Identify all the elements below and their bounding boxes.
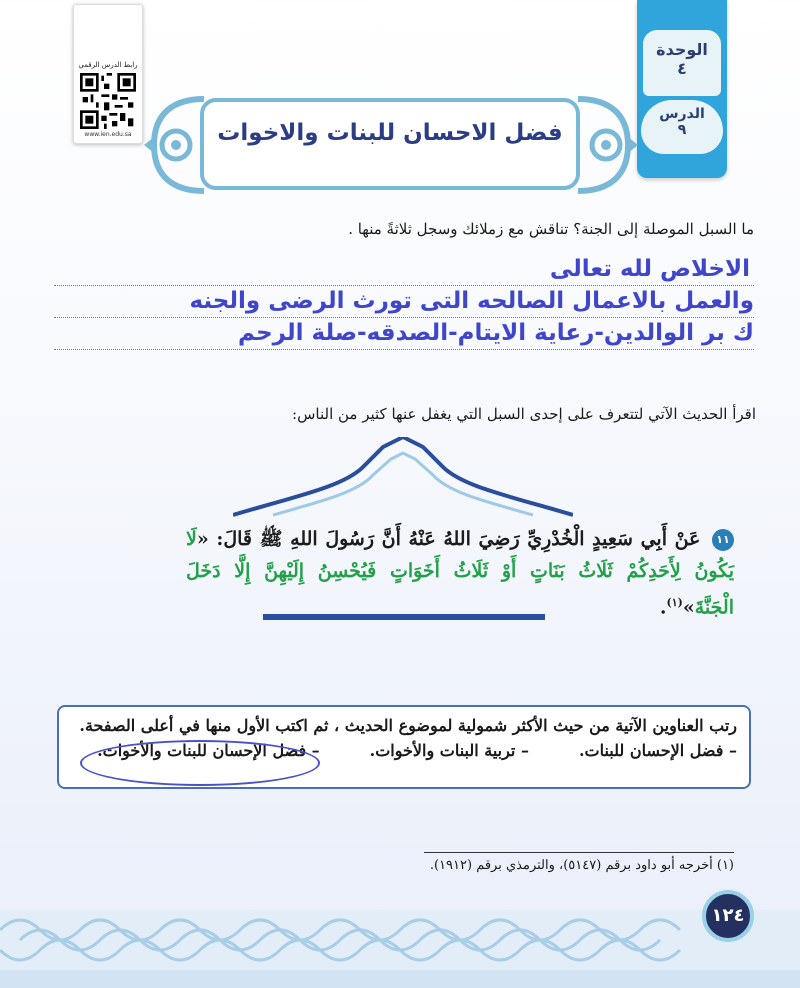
answer-line-1[interactable]: الاخلاص لله تعالى [54,254,754,286]
answer-circle-mark [80,740,320,786]
hadith-number: ١١ [712,529,734,551]
exercise-option-3[interactable]: – فضل الإحسان للبنات والأخوات. [97,741,320,760]
unit-label: الوحدة [656,40,708,59]
answer-lines [54,254,754,350]
dome-ornament-icon [233,437,573,517]
lesson-box [641,100,723,154]
answer-line-3[interactable]: ك بر الوالدين-رعاية الايتام-الصدقه-صلة الرحم [54,318,754,350]
hadith-divider [263,614,545,620]
answer-line-2[interactable]: والعمل بالاعمال الصالحه التى تورث الرضى والجنه [54,286,754,318]
page-number: ١٢٤ [702,890,754,942]
hadith-intro: اقرأ الحديث الآتي لتتعرف على إحدى السبل التي يغفل عنها كثير من الناس: [292,405,756,423]
unit-tab [637,0,727,178]
hadith-matn: لَا يَكُونُ لِأَحَدِكُمْ ثَلَاثُ بَنَاتٍ أَوْ ثَلَاثُ أَخَوَاتٍ فَيُحْسِنُ إِلَيْهِنَّ إِلَّا دَخَلَ الْجَنَّةَ [186,528,734,619]
footnote-rule [424,852,734,853]
hadith-ref[interactable]: (١) [666,596,683,609]
page-title: فضل الاحسان للبنات والاخوات [217,120,563,146]
exercise-option-2[interactable]: – تربية البنات والأخوات. [369,741,529,760]
footnote: (١) أخرجه أبو داود برقم (٥١٤٧)، والترمذي برقم (١٩١٢). [429,858,734,873]
qr-url[interactable]: www.ien.edu.sa [84,131,132,138]
exercise-option-1[interactable]: – فضل الإحسان للبنات. [578,741,737,760]
hadith-chain: عَنْ أَبِي سَعِيدٍ الْخُدْرِيِّ رَضِيَ اللهُ عَنْهُ أَنَّ رَسُولَ اللهِ ﷺ قَالَ: « [196,528,701,550]
hadith-end: . [659,596,667,619]
right-scroll-ornament-icon [572,93,638,197]
lesson-label: الدرس [659,106,705,122]
unit-number: ٤ [677,59,687,78]
hadith-text [186,523,734,623]
exercise-instruction: رتب العناوين الآتية من حيث الأكثر شمولية لموضوع الحديث ، ثم اكتب الأول منها في أعلى الصفحة. [79,716,737,735]
qr-title: رابط الدرس الرقمي [78,61,138,69]
qr-card[interactable] [73,4,143,144]
qr-code-icon[interactable] [80,73,136,129]
discussion-question: ما السبل الموصلة إلى الجنة؟ تناقش مع زملائك وسجل ثلاثةً منها . [348,220,754,238]
title-banner [200,98,580,190]
hadith-close-quote: » [682,596,695,619]
footer-ornament-icon [0,900,800,988]
lesson-number: ٩ [677,122,687,138]
unit-box [643,30,721,96]
